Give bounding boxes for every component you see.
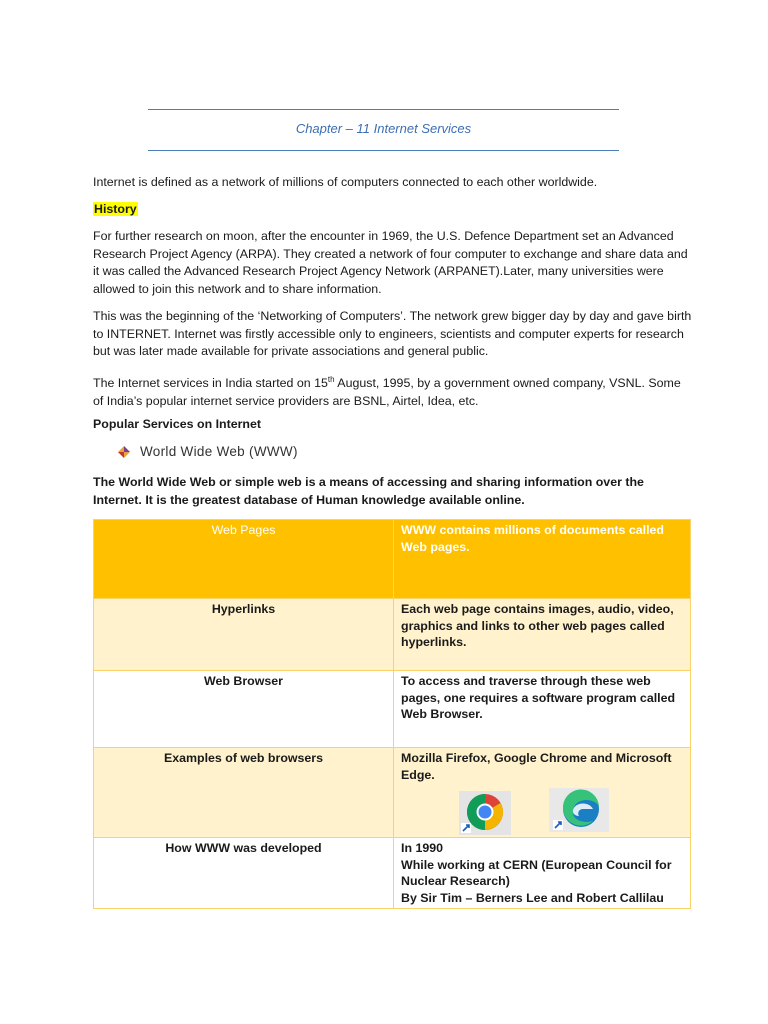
history-paragraph: For further research on moon, after the encounter in 1969, the U.S. Defence Department set an Advanced Research Project Agency (ARPA). They created a network of four computer to exchange and share data and it was called the Advanced Research Project Agency Network (ARPANET).Later, many universities were allowed to join this network and to share information. — [93, 229, 688, 296]
www-definition: The World Wide Web or simple web is a means of accessing and sharing information over the Internet. It is the greatest database of Human knowledge available online. — [93, 475, 644, 507]
india-text-start: The Internet services in India started on 15 — [93, 376, 328, 391]
table-description-line: In 1990 — [401, 841, 444, 855]
chapter-title: Chapter – 11 Internet Services — [295, 121, 472, 136]
history-heading — [93, 201, 693, 219]
superscript-th: th — [327, 375, 335, 384]
table-row — [94, 520, 691, 599]
table-term: Web Pages — [94, 520, 394, 599]
table-description: Each web page contains images, audio, video, graphics and links to other web pages called hyperlinks. — [394, 599, 691, 671]
table-term: Examples of web browsers — [94, 748, 394, 838]
table-description-cell — [394, 748, 691, 838]
table-description-line: By Sir Tim – Berners Lee and Robert Callilau — [401, 890, 664, 905]
table-description-cell — [394, 838, 691, 909]
table-term: Hyperlinks — [94, 599, 394, 671]
microsoft-edge-icon — [549, 788, 609, 832]
www-info-table — [93, 519, 691, 909]
bullet-item-label: World Wide Web (WWW) — [140, 444, 298, 459]
top-rule — [148, 109, 619, 110]
table-description: WWW contains millions of documents called Web pages. — [394, 520, 691, 599]
popular-services-heading: Popular Services on Internet — [93, 417, 262, 431]
diamond-bullet-icon — [118, 446, 130, 458]
intro-paragraph: Internet is defined as a network of millions of computers connected to each other worldwide. — [93, 175, 598, 189]
table-row — [94, 748, 691, 838]
table-row — [94, 599, 691, 671]
browser-icons — [401, 791, 683, 835]
bullet-list-item — [118, 444, 298, 459]
table-description: To access and traverse through these web pages, one requires a software program called Web Browser. — [394, 671, 691, 748]
table-row — [94, 838, 691, 909]
table-row — [94, 671, 691, 748]
table-term: Web Browser — [94, 671, 394, 748]
table-description-line: While working at CERN (European Council for Nuclear Research) — [401, 857, 672, 888]
table-description: Mozilla Firefox, Google Chrome and Microsoft Edge. — [401, 751, 672, 782]
history-label: History — [94, 202, 137, 216]
table-term: How WWW was developed — [94, 838, 394, 909]
india-paragraph — [93, 371, 693, 410]
bottom-rule — [148, 150, 619, 151]
india-text-end: August, 1995, by a government owned company, VSNL. Some of India’s popular internet service providers are BSNL, Airtel, Idea, etc. — [93, 376, 681, 408]
google-chrome-icon — [459, 791, 511, 835]
networking-paragraph: This was the beginning of the ‘Networking of Computers’. The network grew bigger day by day and gave birth to INTERNET. Internet was firstly accessible only to engineers, scientists and computer experts for research but was later made available for private associations and general public. — [93, 309, 692, 358]
